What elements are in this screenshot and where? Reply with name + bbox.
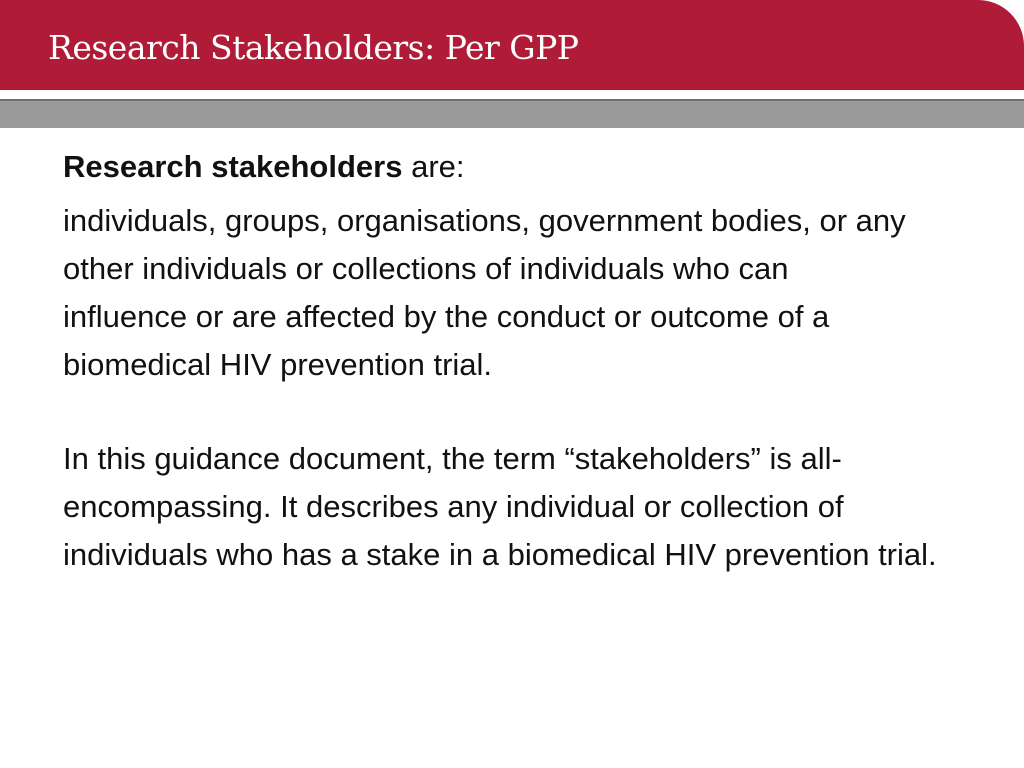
slide-title: Research Stakeholders: Per GPP [48,28,579,67]
paragraph-spacer [63,389,963,435]
guidance-paragraph: In this guidance document, the term “stakeholders” is all-encompassing. It describes any individual or collection of individuals who has a stake in a biomedical HIV prevention trial. [63,441,937,572]
definition-paragraph: individuals, groups, organisations, government bodies, or any other individuals or collections of individuals who can influence or are affected by the conduct or outcome of a biomedical HIV prevention trial. [63,203,906,382]
header-divider-band [0,99,1024,128]
title-bar [0,0,1024,90]
lead-line [63,143,963,191]
lead-term: Research stakeholders [63,149,403,184]
slide-body [63,143,963,579]
lead-suffix: are: [402,149,465,184]
